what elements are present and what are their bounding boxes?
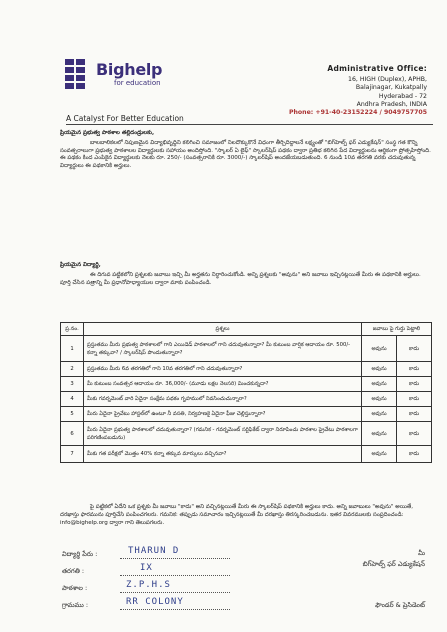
col-answer-header: జవాబు పై గుర్తు పెట్టాలి (362, 323, 432, 336)
table-row (61, 336, 432, 362)
sign-off-top: మీ (418, 549, 425, 557)
row-number: 7 (61, 446, 84, 463)
contact-email: info@bighelp.org ద్వారా గాని తెలుపగలరు. (60, 520, 165, 526)
answer-yes[interactable]: అవును (362, 392, 397, 407)
class-underline (120, 575, 230, 576)
col-question-header: ప్రశ్నలు (84, 323, 362, 336)
col-number-header: ప్ర.నం. (61, 323, 84, 336)
intro-paragraph: బాలబాలికలలో నిపుణమైన విద్యాభివృద్ధిని కలిగించి సమాజంలో నిలదొక్కుకొనే విధంగా తీర్చిదిద్దాలనే లక్ష్యంతో "బిగ్‌హెల్ప్ ఫర్ ఎడ్యుకేషన్" సంస్థ గత కొన్ని సంవత్సరాలుగా ప్రభుత్వ పాఠశాలల విద్యార్థులకు సహాయం అందిస్తోంది. "స్కాలర్ ఏ లైఫ్" స్కాలర్‌షిప్ పథకం ద్వారా ప్రతిభ కలిగిన పేద విద్యార్థులను ఆర్థికంగా ప్రోత్సహిస్తోంది. ఈ పథకం కింద ఎంపికైన విద్యార్థులకు నెలకు రూ. 250/- (సంవత్సరానికి రూ. 3000/-) స్కాలర్‌షిప్ అందజేయబడుతుంది. 6 నుండి 10వ తరగతి వరకు చదువుతున్న విద్యార్థులు ఈ పథకానికి అర్హులు. (60, 140, 431, 169)
tagline: A Catalyst For Better Education (66, 114, 184, 123)
answer-yes[interactable]: అవును (362, 377, 397, 392)
table-row (61, 422, 432, 446)
table-row (61, 377, 432, 392)
row-question: మీకు గవర్నమెంట్ వారి ఏదైనా సంక్షేమ పథకం గృహములో నివసించుచున్నారా? (84, 392, 362, 407)
office-line: Andhra Pradesh, INDIA (356, 100, 427, 108)
class-label: తరగతి : (62, 567, 85, 575)
table-row (61, 362, 432, 377)
village-underline (120, 609, 230, 610)
header-divider (66, 124, 433, 125)
greeting-student: ప్రియమైన విద్యార్థి, (60, 262, 101, 268)
row-question: మీకు గత పరీక్షలో మొత్తం 40% కన్నా తక్కువ మార్కులు వచ్చినవా? (84, 446, 362, 463)
row-number: 6 (61, 422, 84, 446)
row-question: మీరు ఏదైనా ప్రభుత్వ పాఠశాలలో చదువుతున్నారా? (గమనిక - గవర్నమెంట్ సర్టిఫికేట్ ద్వారా నిరూపించు పాఠశాల ప్రైవేటు పాఠశాలగా పరిగణింపబడును) (84, 422, 362, 446)
eligibility-table (60, 322, 432, 463)
footer-paragraph: పై పట్టికలో ఏదేని ఒక ప్రశ్నకు మీ జవాబు "కాదు" అని వచ్చినట్లయితే మీరు ఈ స్కాలర్‌షిప్ పథకానికి అర్హులు కాదు. అన్ని జవాబులు "అవును" అయితే, దరఖాస్తు ఫారమును పూర్తిచేసి పంపించగలరు. గమనిక: తప్పుడు సమాచారం ఇచ్చినట్లయితే మీ దరఖాస్తు తిరస్కరించబడును. ఇతర వివరములకు సంప్రదించండి: (60, 504, 414, 518)
row-question: ప్రస్తుతము మీరు ప్రభుత్వ పాఠశాలలో గాని ఎయిడెడ్ పాఠశాలలో గాని చదువుతున్నారా? మీ కుటుంబ వార్షిక ఆదాయం రూ. 500/- కన్నా తక్కువా? / స్కాలర్‌షిప్ పొందుతున్నారా? (84, 336, 362, 362)
answer-no[interactable]: కాదు (397, 362, 432, 377)
answer-no[interactable]: కాదు (397, 392, 432, 407)
sign-off-role: ఫౌండర్ & ప్రెసిడెంట్ (375, 601, 425, 609)
student-name-label: విద్యార్థి పేరు : (62, 550, 98, 558)
brand-name: Bighelp (96, 60, 163, 79)
answer-no[interactable]: కాదు (397, 422, 432, 446)
school-value[interactable]: Z.P.H.S (126, 580, 171, 590)
table-row (61, 392, 432, 407)
table-row (61, 446, 432, 463)
table-row (61, 407, 432, 422)
office-line: Hyderabad - 72 (378, 92, 427, 100)
row-number: 1 (61, 336, 84, 362)
row-number: 4 (61, 392, 84, 407)
answer-no[interactable]: కాదు (397, 407, 432, 422)
answer-yes[interactable]: అవును (362, 336, 397, 362)
office-phone: Phone: +91-40-23152224 / 9049757705 (288, 109, 427, 117)
office-line: 16, HIGH (Duplex), APHB, (348, 76, 427, 84)
student-name-value[interactable]: THARUN D (128, 546, 180, 556)
greeting-parents: ప్రియమైన ప్రభుత్వ పాఠశాల తల్లిదండ్రులకు, (60, 130, 155, 136)
row-number: 2 (61, 362, 84, 377)
answer-yes[interactable]: అవును (362, 362, 397, 377)
sign-off-org: బిగ్‌హెల్ప్ ఫర్ ఎడ్యుకేషన్ (362, 560, 425, 568)
village-label: గ్రామము : (62, 601, 89, 609)
answer-yes[interactable]: అవును (362, 422, 397, 446)
office-title: Administrative Office: (327, 64, 427, 73)
name-underline (120, 558, 230, 559)
office-address (277, 65, 427, 117)
footer-notes (60, 503, 433, 527)
school-label: పాఠశాల : (62, 584, 88, 592)
row-number: 5 (61, 407, 84, 422)
row-question: ప్రస్తుతము మీరు 6వ తరగతిలో గాని 10వ తరగతిలో గాని చదువుతున్నారా? (84, 362, 362, 377)
row-question: మీరు ఏదైనా ప్రైవేటు హాస్టల్‌లో ఉంటూ నీ వసతి, నిర్వహణకై ఏదైనా ఫీజు చెల్లిస్తున్నారా? (84, 407, 362, 422)
answer-yes[interactable]: అవును (362, 446, 397, 463)
village-value[interactable]: RR COLONY (126, 597, 184, 607)
brand-subtitle: for education (114, 79, 161, 87)
instructions-paragraph: ఈ దిగువ పట్టికలోని ప్రశ్నలకు జవాబు ఇచ్చి మీ అర్హతను నిర్ధారించుకోండి. అన్ని ప్రశ్నలకు "అవును" అని జవాబు ఇచ్చినట్లయితే మీరు ఈ పథకానికి అర్హులు. పూర్తి చేసిన పత్రాన్ని మీ ప్రధానోపాధ్యాయుల ద్వారా మాకు పంపించండి. (60, 272, 421, 286)
answer-no[interactable]: కాదు (397, 446, 432, 463)
office-line: Balajinagar, Kukatpally (355, 84, 427, 92)
row-number: 3 (61, 377, 84, 392)
school-underline (120, 592, 230, 593)
answer-yes[interactable]: అవును (362, 407, 397, 422)
class-value[interactable]: IX (140, 563, 153, 573)
row-question: మీ కుటుంబ సంవత్సర ఆదాయం రూ. 36,000/- (మూడు లక్షల నెలసరి) మించకున్నదా? (84, 377, 362, 392)
answer-no[interactable]: కాదు (397, 336, 432, 362)
answer-no[interactable]: కాదు (397, 377, 432, 392)
bighelp-logo-icon (62, 57, 88, 91)
